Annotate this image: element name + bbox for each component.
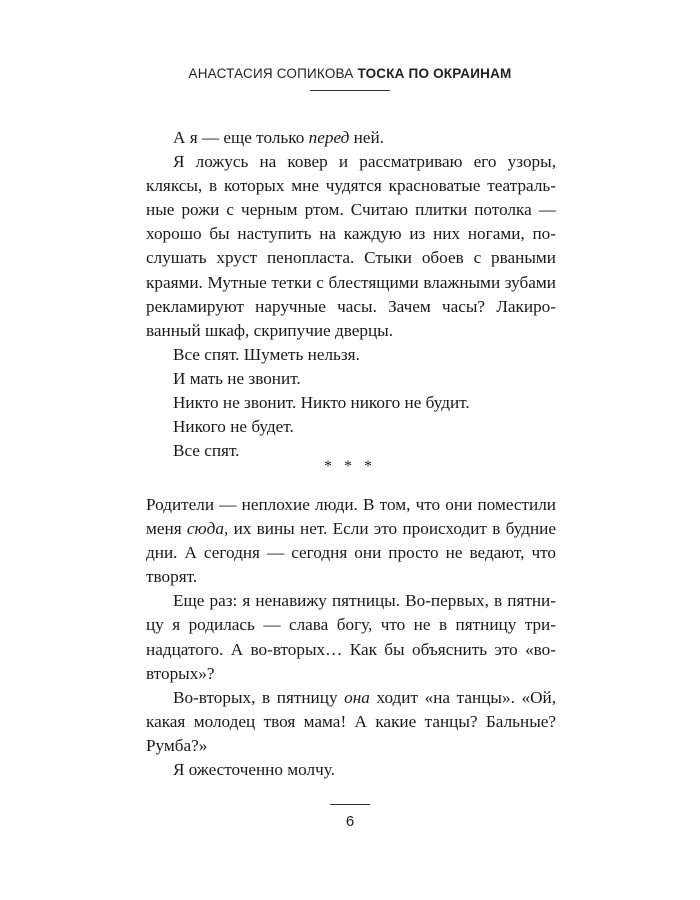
running-head [0,66,700,81]
section-separator: * * * [324,458,376,475]
text-run: А я — еще только [173,128,309,147]
italic-text: сюда [186,519,224,539]
text-section-1 [146,126,556,463]
page-number: 6 [345,813,355,830]
footer-divider [330,804,370,805]
paragraph: Никто не звонит. Никто никого не будит. [173,393,470,413]
paragraph: Я ожесточенно молчу. [173,760,335,780]
paragraph: И мать не звонит. [173,368,301,388]
italic-text: перед [308,128,350,147]
paragraph: Еще раз: я ненавижу пятницы. Во-первых, в пятницу я родилась — слава богу, что не в пятницу тринадцатого. А во-вторых… Как бы объяснить это «во-вторых»? [146,591,556,683]
text-run: Родители — неплохие люди. В том, что они поместили меня [146,495,556,539]
text-section-2 [146,493,556,782]
paragraph [146,493,556,589]
paragraph: Все спят. [173,441,240,461]
italic-text: она [344,687,370,707]
paragraph [146,686,556,758]
running-head-title: ТОСКА ПО ОКРАИНАМ [357,66,512,81]
paragraph: Никого не будет. [173,417,294,437]
paragraph: Все спят. Шуметь нельзя. [173,344,360,364]
text-run: ходит «на танцы». «Ой, какая молодец твоя мама! А какие танцы? Бальные? Румба?» [146,687,556,755]
paragraph: Я ложусь на ковер и рассматриваю его узоры, кляксы, в которых мне чудятся красноватые театральные рожи с черным ртом. Считаю плитки потолка — хорошо бы наступить на каждую из них ногами, послушать хруст пенопласта. Стыки обоев с рваными краями. Мутные тетки с блестящими влажными зубами рекламируют наручные часы. Зачем часы? Лакированный шкаф, скрипучие дверцы. [146,152,556,340]
paragraph [146,126,556,150]
text-run: , их вины нет. Если это происходит в будние дни. А сегодня — сегодня они просто не ведают, что творят. [146,519,557,587]
header-divider [310,90,390,91]
running-head-author: АНАСТАСИЯ СОПИКОВА [188,66,354,81]
text-run: ней. [349,128,384,147]
text-run: Во-вторых, в пятницу [173,687,345,707]
